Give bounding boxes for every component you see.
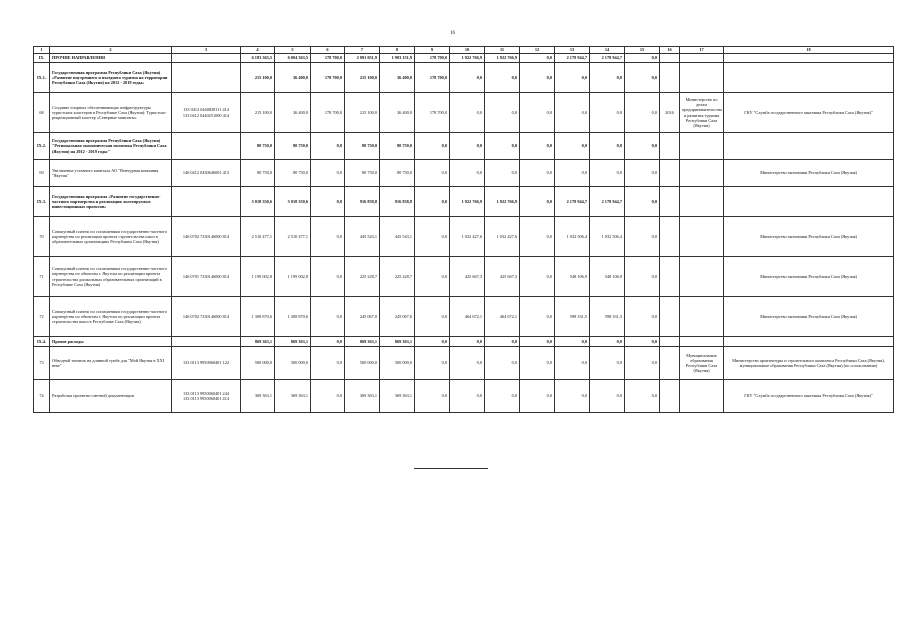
row-customer <box>680 337 724 347</box>
row-amount: 0,0 <box>311 187 345 217</box>
row-amount: 0,0 <box>555 63 590 93</box>
row-amount: 500 000,0 <box>241 347 275 380</box>
row-amount: 0,0 <box>520 133 555 160</box>
row-code: 74 <box>34 380 50 413</box>
row-year <box>660 133 680 160</box>
row-amount: 215 100,0 <box>345 63 380 93</box>
row-code: 68 <box>34 93 50 133</box>
row-amount: 0,0 <box>485 63 520 93</box>
row-amount: 0,0 <box>625 257 660 297</box>
row-amount: 36 400,0 <box>275 63 311 93</box>
row-amount: 548 106,9 <box>590 257 625 297</box>
row-amount: 0,0 <box>590 160 625 187</box>
row-amount: 0,0 <box>625 160 660 187</box>
row-amount: 0,0 <box>520 63 555 93</box>
row-amount: 6 004 363,5 <box>275 54 311 63</box>
row-amount: 0,0 <box>485 337 520 347</box>
row-amount: 1 922 766,9 <box>450 187 485 217</box>
row-amount: 2 178 944,7 <box>555 187 590 217</box>
section-row <box>34 54 894 63</box>
row-customer <box>680 380 724 413</box>
section-row <box>34 63 894 93</box>
table-row <box>34 380 894 413</box>
row-amount: 0,0 <box>311 160 345 187</box>
row-amount: 0,0 <box>485 160 520 187</box>
row-amount: 0,0 <box>485 347 520 380</box>
header-cell: 11 <box>485 47 520 54</box>
row-amount: 598 331,5 <box>555 297 590 337</box>
header-cell: 3 <box>172 47 241 54</box>
header-cell: 2 <box>50 47 172 54</box>
row-amount: 425 667,3 <box>485 257 520 297</box>
row-amount: 369 363,1 <box>241 380 275 413</box>
row-name: Совокупный платеж по соглашениям государственно-частного партнерства по реализации проекта строительства школ в образовательных организациях Республики Саха (Якутия) <box>50 217 172 257</box>
row-amount: 245 067,0 <box>345 297 380 337</box>
row-amount: 178 700,0 <box>415 63 450 93</box>
row-amount: 215 100,0 <box>241 93 275 133</box>
row-amount: 0,0 <box>625 347 660 380</box>
row-name: Государственная программа «Развитие государственно-частного партнерства и реализация льготируемых инвестиционных проектов» <box>50 187 172 217</box>
row-executor <box>724 54 894 63</box>
row-amount: 0,0 <box>415 160 450 187</box>
row-amount: 0,0 <box>485 133 520 160</box>
row-budget-code: 146 0701 7230146000 814 <box>172 257 241 297</box>
row-code: 69 <box>34 160 50 187</box>
row-executor: Министерство экономики Республики Саха (Якутия) <box>724 160 894 187</box>
row-amount: 0,0 <box>625 217 660 257</box>
row-executor: Министерство экономики Республики Саха (Якутия) <box>724 217 894 257</box>
row-amount: 5 018 350,6 <box>275 187 311 217</box>
row-amount: 1 199 002,8 <box>275 257 311 297</box>
row-amount: 1 903 151,9 <box>380 54 415 63</box>
row-amount: 0,0 <box>590 380 625 413</box>
row-amount: 0,0 <box>625 93 660 133</box>
row-budget-code <box>172 187 241 217</box>
row-amount: 0,0 <box>520 187 555 217</box>
row-executor: Министерство экономики Республики Саха (Якутия) <box>724 257 894 297</box>
row-amount: 0,0 <box>485 380 520 413</box>
row-amount: 1 032 506,4 <box>555 217 590 257</box>
row-name: Государственная программа Республики Саха (Якутия) «Развитие внутреннего и въездного туризма на территории Республики Саха (Якутия) на 2012 - 2019 годы» <box>50 63 172 93</box>
row-amount: 178 700,0 <box>311 93 345 133</box>
row-code: IX.4. <box>34 337 50 347</box>
row-amount: 0,0 <box>590 337 625 347</box>
row-amount: 500 000,0 <box>275 347 311 380</box>
row-customer: Муниципальные образования Республики Саха (Якутия) <box>680 347 724 380</box>
row-amount: 0,0 <box>625 54 660 63</box>
row-amount: 0,0 <box>520 337 555 347</box>
row-amount: 1 032 427,6 <box>485 217 520 257</box>
row-executor <box>724 133 894 160</box>
row-amount: 869 363,1 <box>241 337 275 347</box>
row-amount: 0,0 <box>450 337 485 347</box>
row-year <box>660 187 680 217</box>
row-amount: 445 543,1 <box>380 217 415 257</box>
footnote-separator <box>414 468 488 469</box>
header-cell: 6 <box>311 47 345 54</box>
row-year <box>660 347 680 380</box>
row-amount: 0,0 <box>520 54 555 63</box>
row-customer <box>680 257 724 297</box>
row-amount: 215 100,0 <box>345 93 380 133</box>
row-amount: 869 363,1 <box>380 337 415 347</box>
row-name: Совокупный платеж по соглашениям государственно-частного партнерства по объектам г. Якутска по реализации проекта строительства школ в Республике Саха (Якутия) <box>50 297 172 337</box>
row-amount: 2 178 944,7 <box>555 54 590 63</box>
row-customer <box>680 160 724 187</box>
row-amount: 0,0 <box>625 63 660 93</box>
row-amount: 178 700,0 <box>415 93 450 133</box>
row-amount: 80 750,0 <box>241 133 275 160</box>
row-amount: 916 838,8 <box>345 187 380 217</box>
row-code: 70 <box>34 217 50 257</box>
row-amount: 245 067,0 <box>380 297 415 337</box>
row-amount: 1 308 870,6 <box>241 297 275 337</box>
row-year <box>660 380 680 413</box>
row-amount: 0,0 <box>311 217 345 257</box>
row-executor <box>724 187 894 217</box>
row-amount: 0,0 <box>415 217 450 257</box>
row-amount: 0,0 <box>415 257 450 297</box>
row-amount: 598 331,5 <box>590 297 625 337</box>
row-year <box>660 337 680 347</box>
row-name: Обводной тоннель на длинной тумбе для "Мой Якутия в XXI веке" <box>50 347 172 380</box>
row-amount: 225 228,7 <box>345 257 380 297</box>
page-number: 16 <box>450 31 455 36</box>
row-name: Прочие расходы <box>50 337 172 347</box>
row-budget-code <box>172 63 241 93</box>
header-cell: 17 <box>680 47 724 54</box>
row-budget-code <box>172 337 241 347</box>
row-amount: 369 363,1 <box>275 380 311 413</box>
row-amount: 369 363,1 <box>380 380 415 413</box>
table-row <box>34 297 894 337</box>
header-cell: 12 <box>520 47 555 54</box>
row-amount: 0,0 <box>520 257 555 297</box>
section-row <box>34 337 894 347</box>
row-amount: 0,0 <box>555 133 590 160</box>
row-amount: 80 750,0 <box>345 160 380 187</box>
row-budget-code: 146 0702 7230146000 814 <box>172 297 241 337</box>
row-amount: 0,0 <box>415 187 450 217</box>
row-amount: 0,0 <box>415 297 450 337</box>
row-budget-code: 133 0412 0440828111 414 133 0412 0440251000 414 <box>172 93 241 133</box>
row-amount: 0,0 <box>450 93 485 133</box>
header-row <box>34 47 894 54</box>
row-name: ПРОЧИЕ НАПРАВЛЕНИЯ <box>50 54 172 63</box>
table-row <box>34 217 894 257</box>
row-amount: 0,0 <box>555 160 590 187</box>
header-cell: 14 <box>590 47 625 54</box>
row-customer: Министерство по делам предпринимательства и развития туризма Республики Саха (Якутия) <box>680 93 724 133</box>
header-cell: 13 <box>555 47 590 54</box>
table-row <box>34 93 894 133</box>
row-amount: 0,0 <box>590 63 625 93</box>
row-amount: 0,0 <box>625 337 660 347</box>
row-amount: 0,0 <box>555 347 590 380</box>
row-budget-code <box>172 133 241 160</box>
row-amount: 0,0 <box>520 160 555 187</box>
row-amount: 0,0 <box>311 347 345 380</box>
row-year: 2016 <box>660 93 680 133</box>
row-code: 71 <box>34 257 50 297</box>
row-amount: 2 081 051,9 <box>345 54 380 63</box>
row-budget-code: 146 0702 7230146000 814 <box>172 217 241 257</box>
header-cell: 8 <box>380 47 415 54</box>
row-amount: 916 838,8 <box>380 187 415 217</box>
row-amount: 225 228,7 <box>380 257 415 297</box>
row-executor: ГКУ "Служба государственного заказчика Республики Саха (Якутия)" <box>724 93 894 133</box>
row-amount: 80 750,0 <box>241 160 275 187</box>
row-amount: 0,0 <box>311 297 345 337</box>
row-executor <box>724 63 894 93</box>
row-amount: 2 510 477,1 <box>241 217 275 257</box>
row-amount: 80 750,0 <box>275 160 311 187</box>
row-amount: 0,0 <box>520 297 555 337</box>
row-amount: 445 543,1 <box>345 217 380 257</box>
row-code: 72 <box>34 297 50 337</box>
row-amount: 1 032 506,4 <box>590 217 625 257</box>
row-year <box>660 63 680 93</box>
row-code: IX. <box>34 54 50 63</box>
row-amount: 0,0 <box>520 380 555 413</box>
row-executor <box>724 337 894 347</box>
row-amount: 464 672,1 <box>450 297 485 337</box>
row-amount: 5 018 350,6 <box>241 187 275 217</box>
row-amount: 0,0 <box>450 63 485 93</box>
row-year <box>660 257 680 297</box>
row-amount: 36 400,0 <box>380 93 415 133</box>
row-name: Совокупный платеж по соглашениям государственно-частного партнерства по объектам г. Якутска по реализации проекта строительства дошкольных образовательных организаций в Республике Саха (Якутия) <box>50 257 172 297</box>
row-amount: 0,0 <box>625 187 660 217</box>
budget-table <box>33 46 894 413</box>
table-row <box>34 257 894 297</box>
row-code: IX.2. <box>34 133 50 160</box>
row-name: Создание опорных обеспечивающих инфраструктуры туристских кластеров в Республике Саха (Якутия): Туристско-рекреационный кластер «Северные мамонты» <box>50 93 172 133</box>
row-amount: 2 178 944,7 <box>590 187 625 217</box>
row-amount: 0,0 <box>520 217 555 257</box>
row-amount: 0,0 <box>590 347 625 380</box>
row-amount: 869 363,1 <box>345 337 380 347</box>
row-amount: 1 308 870,6 <box>275 297 311 337</box>
row-amount: 500 000,0 <box>380 347 415 380</box>
row-amount: 0,0 <box>625 380 660 413</box>
row-amount: 464 672,1 <box>485 297 520 337</box>
row-amount: 178 700,0 <box>311 54 345 63</box>
row-amount: 1 922 766,9 <box>485 54 520 63</box>
header-cell: 10 <box>450 47 485 54</box>
row-amount: 0,0 <box>555 93 590 133</box>
header-cell: 7 <box>345 47 380 54</box>
row-amount: 0,0 <box>311 337 345 347</box>
row-name: Государственная программа Республики Саха (Якутия) "Региональная экономическая политика Республики Саха (Якутия) на 2012 - 2019 годы" <box>50 133 172 160</box>
row-amount: 0,0 <box>590 93 625 133</box>
row-amount: 1 032 427,6 <box>450 217 485 257</box>
row-amount: 0,0 <box>415 337 450 347</box>
row-amount: 425 667,3 <box>450 257 485 297</box>
row-amount: 0,0 <box>625 133 660 160</box>
row-year <box>660 217 680 257</box>
table-row <box>34 160 894 187</box>
row-code: 73 <box>34 347 50 380</box>
row-amount: 0,0 <box>555 380 590 413</box>
row-amount: 548 106,9 <box>555 257 590 297</box>
row-amount: 1 199 002,8 <box>241 257 275 297</box>
row-budget-code <box>172 54 241 63</box>
row-amount: 0,0 <box>311 133 345 160</box>
row-amount: 869 363,1 <box>275 337 311 347</box>
row-amount: 0,0 <box>415 347 450 380</box>
row-amount: 0,0 <box>415 133 450 160</box>
row-amount: 80 750,0 <box>275 133 311 160</box>
row-amount: 500 000,0 <box>345 347 380 380</box>
row-budget-code: 133 0113 9950060401 244 133 0113 9950060401 414 <box>172 380 241 413</box>
row-executor: ГКУ "Служба государственного заказчика Республики Саха (Якутия)" <box>724 380 894 413</box>
row-amount: 0,0 <box>590 133 625 160</box>
row-amount: 0,0 <box>311 380 345 413</box>
row-code: IX.3. <box>34 187 50 217</box>
row-amount: 0,0 <box>415 380 450 413</box>
row-executor: Министерство экономики Республики Саха (Якутия) <box>724 297 894 337</box>
row-amount: 0,0 <box>520 347 555 380</box>
row-amount: 2 510 477,1 <box>275 217 311 257</box>
row-amount: 0,0 <box>450 380 485 413</box>
row-amount: 0,0 <box>450 347 485 380</box>
header-cell: 9 <box>415 47 450 54</box>
row-amount: 0,0 <box>625 297 660 337</box>
row-customer <box>680 63 724 93</box>
row-amount: 0,0 <box>555 337 590 347</box>
row-budget-code: 133 0113 9950060401 122 <box>172 347 241 380</box>
row-budget-code: 146 0412 0430646001 413 <box>172 160 241 187</box>
row-year <box>660 160 680 187</box>
row-amount: 178 700,0 <box>415 54 450 63</box>
row-customer <box>680 133 724 160</box>
row-amount: 1 922 766,9 <box>450 54 485 63</box>
row-amount: 80 750,0 <box>380 160 415 187</box>
row-customer <box>680 187 724 217</box>
row-amount: 0,0 <box>450 133 485 160</box>
row-amount: 215 100,0 <box>241 63 275 93</box>
row-amount: 80 750,0 <box>380 133 415 160</box>
row-year <box>660 297 680 337</box>
row-amount: 80 750,0 <box>345 133 380 160</box>
table-row <box>34 347 894 380</box>
row-customer <box>680 297 724 337</box>
row-amount: 0,0 <box>520 93 555 133</box>
row-amount: 369 363,1 <box>345 380 380 413</box>
row-name: Разработка проектно-сметной документации <box>50 380 172 413</box>
row-executor: Министерство архитектуры и строительного комплекса Республики Саха (Якутия), муниципальные образования Республики Саха (Якутия) (по согласованию) <box>724 347 894 380</box>
header-cell: 5 <box>275 47 311 54</box>
row-amount: 6 183 363,5 <box>241 54 275 63</box>
row-amount: 36 400,0 <box>275 93 311 133</box>
header-cell: 4 <box>241 47 275 54</box>
row-amount: 36 400,0 <box>380 63 415 93</box>
section-row <box>34 187 894 217</box>
header-cell: 16 <box>660 47 680 54</box>
row-year <box>660 54 680 63</box>
header-cell: 15 <box>625 47 660 54</box>
row-customer <box>680 217 724 257</box>
row-code: IX.1. <box>34 63 50 93</box>
row-amount: 1 922 766,9 <box>485 187 520 217</box>
row-amount: 0,0 <box>485 93 520 133</box>
row-amount: 178 700,0 <box>311 63 345 93</box>
header-cell: 18 <box>724 47 894 54</box>
row-name: Увеличение уставного капитала АО "Венчурная компания "Якутия" <box>50 160 172 187</box>
row-customer <box>680 54 724 63</box>
row-amount: 0,0 <box>450 160 485 187</box>
row-amount: 0,0 <box>311 257 345 297</box>
row-amount: 2 178 944,7 <box>590 54 625 63</box>
section-row <box>34 133 894 160</box>
header-cell: 1 <box>34 47 50 54</box>
